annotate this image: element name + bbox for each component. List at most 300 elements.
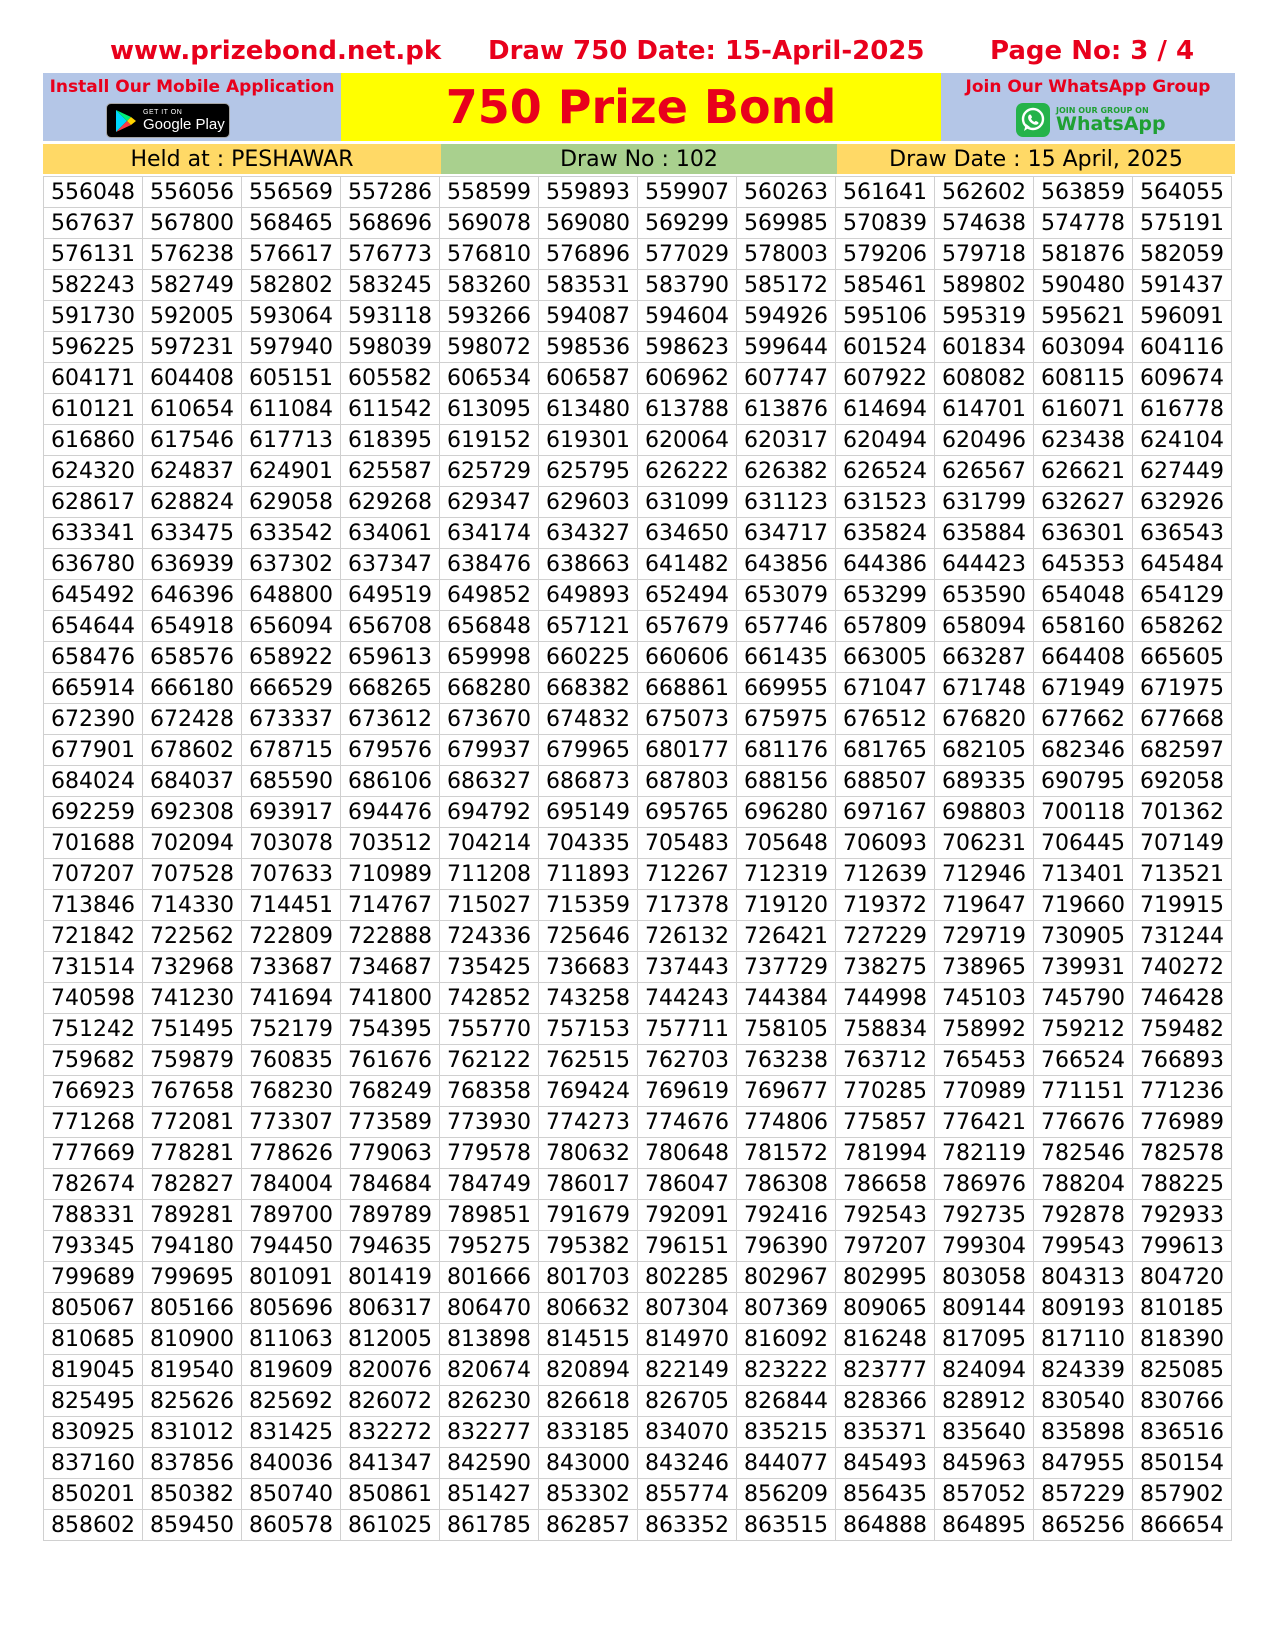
- bond-number-cell: 714767: [341, 890, 440, 921]
- bond-number-cell: 643856: [737, 549, 836, 580]
- bond-number-cell: 742852: [440, 983, 539, 1014]
- bond-number-cell: 722888: [341, 921, 440, 952]
- banner: [43, 73, 1235, 141]
- bond-number-cell: 678715: [242, 735, 341, 766]
- bond-number-cell: 782546: [1034, 1138, 1133, 1169]
- bond-number-cell: 805166: [143, 1293, 242, 1324]
- bond-number-cell: 690795: [1034, 766, 1133, 797]
- bond-number-cell: 765453: [935, 1045, 1034, 1076]
- table-row: [44, 1324, 1232, 1355]
- bond-number-cell: 671748: [935, 673, 1034, 704]
- bond-number-cell: 784749: [440, 1169, 539, 1200]
- bond-number-cell: 786658: [836, 1169, 935, 1200]
- bond-number-cell: 576810: [440, 239, 539, 270]
- bond-number-cell: 710989: [341, 859, 440, 890]
- bond-number-cell: 597231: [143, 332, 242, 363]
- bond-number-cell: 751242: [44, 1014, 143, 1045]
- bond-number-cell: 741694: [242, 983, 341, 1014]
- whatsapp-button[interactable]: [1016, 103, 1166, 137]
- bond-number-cell: 638476: [440, 549, 539, 580]
- bond-number-cell: 606587: [539, 363, 638, 394]
- bond-number-cell: 569078: [440, 208, 539, 239]
- bond-number-cell: 626567: [935, 456, 1034, 487]
- bond-number-cell: 788331: [44, 1200, 143, 1231]
- bond-number-cell: 645353: [1034, 549, 1133, 580]
- bond-number-cell: 672390: [44, 704, 143, 735]
- bond-number-cell: 731514: [44, 952, 143, 983]
- bond-number-cell: 826844: [737, 1386, 836, 1417]
- bond-number-cell: 706445: [1034, 828, 1133, 859]
- table-row: [44, 611, 1232, 642]
- bond-number-cell: 722562: [143, 921, 242, 952]
- bond-number-cell: 659998: [440, 642, 539, 673]
- google-play-button[interactable]: [106, 103, 230, 138]
- bond-number-cell: 741230: [143, 983, 242, 1014]
- bond-number-cell: 737729: [737, 952, 836, 983]
- bond-number-cell: 658094: [935, 611, 1034, 642]
- table-row: [44, 859, 1232, 890]
- bond-number-cell: 794450: [242, 1231, 341, 1262]
- bond-number-cell: 638663: [539, 549, 638, 580]
- held-at: Held at : PESHAWAR: [43, 144, 441, 174]
- table-row: [44, 1355, 1232, 1386]
- bond-number-cell: 799689: [44, 1262, 143, 1293]
- bond-number-cell: 707149: [1133, 828, 1232, 859]
- bond-number-cell: 835371: [836, 1417, 935, 1448]
- bond-number-cell: 629268: [341, 487, 440, 518]
- bond-number-cell: 758105: [737, 1014, 836, 1045]
- bond-number-cell: 616071: [1034, 394, 1133, 425]
- bond-number-cell: 575191: [1133, 208, 1232, 239]
- page-title: 750 Prize Bond: [445, 80, 837, 134]
- bond-number-cell: 845963: [935, 1448, 1034, 1479]
- draw-info-bar: [43, 144, 1235, 174]
- bond-number-cell: 819609: [242, 1355, 341, 1386]
- bond-number-cell: 792416: [737, 1200, 836, 1231]
- bond-number-cell: 605151: [242, 363, 341, 394]
- bond-number-cell: 561641: [836, 177, 935, 208]
- bond-number-cell: 795275: [440, 1231, 539, 1262]
- bond-number-cell: 738275: [836, 952, 935, 983]
- bond-number-cell: 641482: [638, 549, 737, 580]
- bond-number-cell: 666529: [242, 673, 341, 704]
- bond-number-cell: 735425: [440, 952, 539, 983]
- bond-number-cell: 626382: [737, 456, 836, 487]
- bond-number-cell: 792735: [935, 1200, 1034, 1231]
- bond-number-cell: 807369: [737, 1293, 836, 1324]
- bond-number-cell: 805067: [44, 1293, 143, 1324]
- bond-number-cell: 669955: [737, 673, 836, 704]
- bond-number-cell: 754395: [341, 1014, 440, 1045]
- bond-number-cell: 658476: [44, 642, 143, 673]
- bond-number-cell: 713846: [44, 890, 143, 921]
- bond-number-cell: 719647: [935, 890, 1034, 921]
- bond-number-cell: 767658: [143, 1076, 242, 1107]
- bond-number-cell: 744384: [737, 983, 836, 1014]
- bond-number-cell: 591437: [1133, 270, 1232, 301]
- draw-number: Draw No : 102: [441, 144, 837, 174]
- bond-number-cell: 559893: [539, 177, 638, 208]
- bond-number-cell: 618395: [341, 425, 440, 456]
- table-row: [44, 487, 1232, 518]
- bond-number-cell: 613788: [638, 394, 737, 425]
- bond-number-cell: 583790: [638, 270, 737, 301]
- bond-number-cell: 855774: [638, 1479, 737, 1510]
- bond-number-cell: 677901: [44, 735, 143, 766]
- bond-number-cell: 668265: [341, 673, 440, 704]
- bond-number-cell: 656708: [341, 611, 440, 642]
- bond-number-cell: 786017: [539, 1169, 638, 1200]
- bond-number-cell: 823777: [836, 1355, 935, 1386]
- bond-number-cell: 700118: [1034, 797, 1133, 828]
- table-row: [44, 890, 1232, 921]
- bond-number-cell: 695765: [638, 797, 737, 828]
- bond-number-cell: 562602: [935, 177, 1034, 208]
- bond-number-cell: 609674: [1133, 363, 1232, 394]
- bond-number-cell: 805696: [242, 1293, 341, 1324]
- bond-number-cell: 820076: [341, 1355, 440, 1386]
- bond-number-cell: 601524: [836, 332, 935, 363]
- bond-number-cell: 701362: [1133, 797, 1232, 828]
- bond-number-cell: 666180: [143, 673, 242, 704]
- bond-number-cell: 594604: [638, 301, 737, 332]
- bond-number-cell: 658922: [242, 642, 341, 673]
- bond-number-cell: 613480: [539, 394, 638, 425]
- bond-number-cell: 678602: [143, 735, 242, 766]
- bond-number-cell: 591730: [44, 301, 143, 332]
- bond-number-cell: 598072: [440, 332, 539, 363]
- bond-number-cell: 628617: [44, 487, 143, 518]
- bond-number-cell: 862857: [539, 1510, 638, 1541]
- bond-number-cell: 762515: [539, 1045, 638, 1076]
- draw-info: Draw 750 Date: 15-April-2025: [488, 36, 925, 66]
- bond-number-cell: 652494: [638, 580, 737, 611]
- bond-number-cell: 784004: [242, 1169, 341, 1200]
- bond-number-cell: 741800: [341, 983, 440, 1014]
- bond-number-cell: 706231: [935, 828, 1034, 859]
- bond-number-cell: 595319: [935, 301, 1034, 332]
- bond-number-cell: 686106: [341, 766, 440, 797]
- table-row: [44, 766, 1232, 797]
- bond-number-cell: 863515: [737, 1510, 836, 1541]
- bond-number-cell: 636543: [1133, 518, 1232, 549]
- bond-number-cell: 701688: [44, 828, 143, 859]
- bond-number-cell: 685590: [242, 766, 341, 797]
- bond-number-cell: 653299: [836, 580, 935, 611]
- bond-number-cell: 757153: [539, 1014, 638, 1045]
- bond-number-cell: 619301: [539, 425, 638, 456]
- bond-number-cell: 671975: [1133, 673, 1232, 704]
- bond-number-cell: 590480: [1034, 270, 1133, 301]
- bond-number-cell: 707528: [143, 859, 242, 890]
- bond-number-cell: 567800: [143, 208, 242, 239]
- bond-number-cell: 725646: [539, 921, 638, 952]
- bond-number-cell: 766923: [44, 1076, 143, 1107]
- bond-number-cell: 766524: [1034, 1045, 1133, 1076]
- bond-number-cell: 569080: [539, 208, 638, 239]
- bond-number-cell: 582749: [143, 270, 242, 301]
- bond-number-cell: 803058: [935, 1262, 1034, 1293]
- bond-number-cell: 745103: [935, 983, 1034, 1014]
- bond-number-cell: 856435: [836, 1479, 935, 1510]
- bond-numbers-table: [43, 176, 1232, 1541]
- page-number: Page No: 3 / 4: [990, 36, 1195, 66]
- bond-number-cell: 616778: [1133, 394, 1232, 425]
- table-row: [44, 1262, 1232, 1293]
- bond-number-cell: 719372: [836, 890, 935, 921]
- bond-number-cell: 842590: [440, 1448, 539, 1479]
- bond-number-cell: 654129: [1133, 580, 1232, 611]
- bond-number-cell: 608082: [935, 363, 1034, 394]
- bond-number-cell: 850154: [1133, 1448, 1232, 1479]
- table-row: [44, 1076, 1232, 1107]
- bond-number-cell: 610654: [143, 394, 242, 425]
- bond-number-cell: 791679: [539, 1200, 638, 1231]
- bond-number-cell: 835215: [737, 1417, 836, 1448]
- bond-number-cell: 850382: [143, 1479, 242, 1510]
- bond-number-cell: 703078: [242, 828, 341, 859]
- table-row: [44, 1169, 1232, 1200]
- bond-number-cell: 576773: [341, 239, 440, 270]
- table-row: [44, 580, 1232, 611]
- bond-number-cell: 712319: [737, 859, 836, 890]
- bond-number-cell: 663287: [935, 642, 1034, 673]
- bond-number-cell: 579718: [935, 239, 1034, 270]
- bond-number-cell: 598623: [638, 332, 737, 363]
- bond-number-cell: 853302: [539, 1479, 638, 1510]
- bond-number-cell: 861025: [341, 1510, 440, 1541]
- bond-number-cell: 834070: [638, 1417, 737, 1448]
- bond-number-cell: 633542: [242, 518, 341, 549]
- bond-number-cell: 677662: [1034, 704, 1133, 735]
- bond-number-cell: 757711: [638, 1014, 737, 1045]
- bond-number-cell: 624104: [1133, 425, 1232, 456]
- bond-number-cell: 771236: [1133, 1076, 1232, 1107]
- bond-number-cell: 733687: [242, 952, 341, 983]
- bond-number-cell: 636301: [1034, 518, 1133, 549]
- bond-number-cell: 633475: [143, 518, 242, 549]
- table-row: [44, 1200, 1232, 1231]
- bond-number-cell: 659613: [341, 642, 440, 673]
- bond-number-cell: 819540: [143, 1355, 242, 1386]
- bond-number-cell: 825085: [1133, 1355, 1232, 1386]
- bond-number-cell: 620496: [935, 425, 1034, 456]
- bond-number-cell: 636780: [44, 549, 143, 580]
- bond-number-cell: 607922: [836, 363, 935, 394]
- bond-number-cell: 626524: [836, 456, 935, 487]
- bond-number-cell: 793345: [44, 1231, 143, 1262]
- bond-number-cell: 857902: [1133, 1479, 1232, 1510]
- table-row: [44, 1014, 1232, 1045]
- bond-number-cell: 620494: [836, 425, 935, 456]
- bond-number-cell: 694792: [440, 797, 539, 828]
- bond-number-cell: 637302: [242, 549, 341, 580]
- bond-number-cell: 715359: [539, 890, 638, 921]
- bond-number-cell: 619152: [440, 425, 539, 456]
- bond-number-cell: 601834: [935, 332, 1034, 363]
- bond-number-cell: 788204: [1034, 1169, 1133, 1200]
- bond-number-cell: 665914: [44, 673, 143, 704]
- bond-number-cell: 625729: [440, 456, 539, 487]
- bond-number-cell: 826618: [539, 1386, 638, 1417]
- bond-number-cell: 840036: [242, 1448, 341, 1479]
- bond-number-cell: 689335: [935, 766, 1034, 797]
- bond-number-cell: 567637: [44, 208, 143, 239]
- bond-number-cell: 802995: [836, 1262, 935, 1293]
- bond-number-cell: 657809: [836, 611, 935, 642]
- bond-number-cell: 768230: [242, 1076, 341, 1107]
- google-play-icon: [115, 109, 137, 133]
- bond-number-cell: 715027: [440, 890, 539, 921]
- table-row: [44, 425, 1232, 456]
- bond-number-cell: 732968: [143, 952, 242, 983]
- bond-number-cell: 598536: [539, 332, 638, 363]
- bond-number-cell: 824339: [1034, 1355, 1133, 1386]
- bond-number-cell: 845493: [836, 1448, 935, 1479]
- table-row: [44, 642, 1232, 673]
- bond-number-cell: 763712: [836, 1045, 935, 1076]
- bond-number-cell: 673670: [440, 704, 539, 735]
- bond-number-cell: 792091: [638, 1200, 737, 1231]
- bond-number-cell: 801419: [341, 1262, 440, 1293]
- bond-number-cell: 682105: [935, 735, 1034, 766]
- bond-number-cell: 776989: [1133, 1107, 1232, 1138]
- bond-number-cell: 687803: [638, 766, 737, 797]
- bond-number-cell: 797207: [836, 1231, 935, 1262]
- bond-number-cell: 794180: [143, 1231, 242, 1262]
- bond-number-cell: 556056: [143, 177, 242, 208]
- bond-number-cell: 768358: [440, 1076, 539, 1107]
- bond-number-cell: 775857: [836, 1107, 935, 1138]
- bond-number-cell: 594087: [539, 301, 638, 332]
- bond-number-cell: 556569: [242, 177, 341, 208]
- bond-number-cell: 814515: [539, 1324, 638, 1355]
- bond-number-cell: 570839: [836, 208, 935, 239]
- bond-number-cell: 654918: [143, 611, 242, 642]
- bond-number-cell: 653079: [737, 580, 836, 611]
- bond-number-cell: 679937: [440, 735, 539, 766]
- bond-number-cell: 714330: [143, 890, 242, 921]
- bond-number-cell: 712946: [935, 859, 1034, 890]
- bond-number-cell: 634717: [737, 518, 836, 549]
- bond-number-cell: 772081: [143, 1107, 242, 1138]
- table-row: [44, 797, 1232, 828]
- bond-number-cell: 625795: [539, 456, 638, 487]
- bond-number-cell: 773307: [242, 1107, 341, 1138]
- bond-number-cell: 653590: [935, 580, 1034, 611]
- bond-number-cell: 714451: [242, 890, 341, 921]
- bond-number-cell: 833185: [539, 1417, 638, 1448]
- bond-number-cell: 792878: [1034, 1200, 1133, 1231]
- bond-number-cell: 713401: [1034, 859, 1133, 890]
- bond-number-cell: 863352: [638, 1510, 737, 1541]
- title-box: [341, 73, 941, 141]
- bond-number-cell: 809193: [1034, 1293, 1133, 1324]
- bond-number-cell: 675073: [638, 704, 737, 735]
- bond-number-cell: 758992: [935, 1014, 1034, 1045]
- bond-number-cell: 712639: [836, 859, 935, 890]
- bond-number-cell: 625587: [341, 456, 440, 487]
- google-play-label: Google Play: [143, 116, 225, 133]
- bond-number-cell: 603094: [1034, 332, 1133, 363]
- bond-number-cell: 826072: [341, 1386, 440, 1417]
- bond-number-cell: 770989: [935, 1076, 1034, 1107]
- table-row: [44, 1231, 1232, 1262]
- bond-number-cell: 740272: [1133, 952, 1232, 983]
- bond-number-cell: 713521: [1133, 859, 1232, 890]
- bond-number-cell: 850201: [44, 1479, 143, 1510]
- bond-number-cell: 604171: [44, 363, 143, 394]
- bond-number-cell: 574778: [1034, 208, 1133, 239]
- bond-number-cell: 645484: [1133, 549, 1232, 580]
- bond-number-cell: 599644: [737, 332, 836, 363]
- bond-number-cell: 581876: [1034, 239, 1133, 270]
- bond-number-cell: 779063: [341, 1138, 440, 1169]
- bond-number-cell: 734687: [341, 952, 440, 983]
- bond-number-cell: 595106: [836, 301, 935, 332]
- bond-number-cell: 837856: [143, 1448, 242, 1479]
- whatsapp-icon: [1016, 103, 1050, 137]
- table-row: [44, 735, 1232, 766]
- bond-number-cell: 674832: [539, 704, 638, 735]
- table-row: [44, 1417, 1232, 1448]
- bond-number-cell: 712267: [638, 859, 737, 890]
- bond-number-cell: 773589: [341, 1107, 440, 1138]
- bond-number-cell: 663005: [836, 642, 935, 673]
- bond-number-cell: 636939: [143, 549, 242, 580]
- bond-number-cell: 835640: [935, 1417, 1034, 1448]
- site-url[interactable]: www.prizebond.net.pk: [110, 36, 442, 66]
- bond-number-cell: 792543: [836, 1200, 935, 1231]
- bond-number-cell: 604116: [1133, 332, 1232, 363]
- bond-number-cell: 759482: [1133, 1014, 1232, 1045]
- bond-number-cell: 744998: [836, 983, 935, 1014]
- table-row: [44, 456, 1232, 487]
- bond-number-cell: 856209: [737, 1479, 836, 1510]
- bond-number-cell: 593266: [440, 301, 539, 332]
- bond-number-cell: 624837: [143, 456, 242, 487]
- bond-number-cell: 656848: [440, 611, 539, 642]
- bond-number-cell: 646396: [143, 580, 242, 611]
- bond-number-cell: 796390: [737, 1231, 836, 1262]
- bond-number-cell: 814970: [638, 1324, 737, 1355]
- bond-number-cell: 660606: [638, 642, 737, 673]
- bond-number-cell: 578003: [737, 239, 836, 270]
- bond-number-cell: 759212: [1034, 1014, 1133, 1045]
- bond-number-cell: 654644: [44, 611, 143, 642]
- bond-number-cell: 611542: [341, 394, 440, 425]
- bond-number-cell: 705648: [737, 828, 836, 859]
- bond-number-cell: 774806: [737, 1107, 836, 1138]
- bond-number-cell: 559907: [638, 177, 737, 208]
- bond-number-cell: 711893: [539, 859, 638, 890]
- bond-number-cell: 679965: [539, 735, 638, 766]
- bond-number-cell: 843000: [539, 1448, 638, 1479]
- bond-number-cell: 786308: [737, 1169, 836, 1200]
- bond-number-cell: 774273: [539, 1107, 638, 1138]
- bond-number-cell: 781994: [836, 1138, 935, 1169]
- bond-number-cell: 606962: [638, 363, 737, 394]
- bond-number-cell: 860578: [242, 1510, 341, 1541]
- bond-number-cell: 810900: [143, 1324, 242, 1355]
- table-row: [44, 1138, 1232, 1169]
- bond-number-cell: 665605: [1133, 642, 1232, 673]
- bond-number-cell: 726132: [638, 921, 737, 952]
- bond-number-cell: 811063: [242, 1324, 341, 1355]
- install-app-label: Install Our Mobile Application: [49, 77, 335, 97]
- bond-number-cell: 804313: [1034, 1262, 1133, 1293]
- bond-number-cell: 759682: [44, 1045, 143, 1076]
